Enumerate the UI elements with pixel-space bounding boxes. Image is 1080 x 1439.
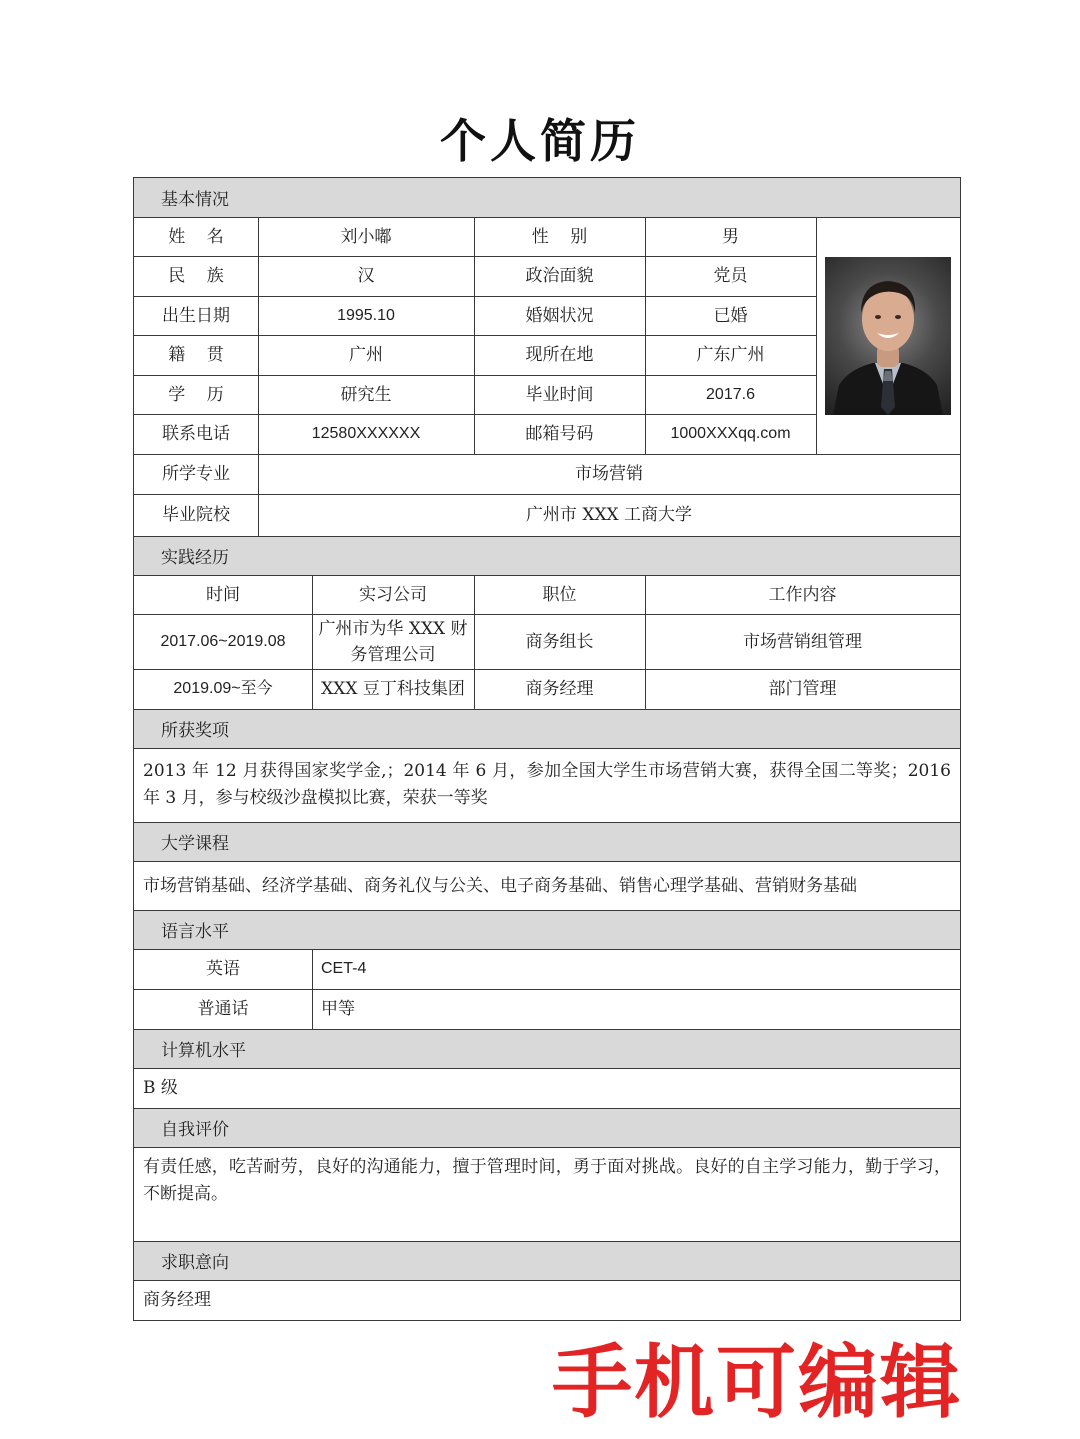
editable-stamp: 手机可编辑	[552, 1336, 962, 1429]
label-major: 所学专业	[162, 464, 230, 484]
label-native: 籍 贯	[168, 345, 224, 365]
value-email: 1000XXXqq.com	[670, 425, 791, 442]
value-education: 研究生	[340, 384, 392, 405]
language-row-2-label: 普通话	[197, 999, 249, 1019]
practice-row-1-time: 2017.06~2019.08	[160, 632, 286, 650]
section-intent: 求职意向	[134, 1241, 960, 1280]
practice-row-1-company: 广州市为华 XXX 财务管理公司	[318, 618, 468, 665]
language-row-1-value: CET-4	[321, 960, 367, 977]
practice-row-2-content: 部门管理	[768, 679, 837, 699]
practice-row-2-position: 商务经理	[525, 679, 594, 699]
label-marital: 婚姻状况	[525, 305, 594, 326]
person-portrait-icon	[825, 257, 951, 415]
practice-header-content: 工作内容	[768, 584, 837, 605]
value-name: 刘小嘟	[340, 226, 392, 247]
computer-text: B 级	[143, 1078, 178, 1098]
label-education: 学 历	[168, 384, 224, 405]
section-computer: 计算机水平	[134, 1029, 960, 1068]
language-row-2-value: 甲等	[321, 999, 355, 1019]
label-phone: 联系电话	[162, 424, 230, 444]
section-language: 语言水平	[134, 910, 960, 949]
section-awards: 所获奖项	[134, 709, 960, 748]
label-grad-time: 毕业时间	[525, 384, 594, 405]
value-location: 广东广州	[696, 345, 765, 365]
practice-row-1-content: 市场营销组管理	[743, 631, 862, 652]
profile-photo	[825, 257, 951, 415]
page-title: 个人简历	[440, 114, 640, 168]
awards-text: 2013 年 12 月获得国家奖学金,；2014 年 6 月，参加全国大学生市场营销大赛，获得全国二等奖；2016 年 3 月，参与校级沙盘模拟比赛，荣获一等奖	[143, 761, 951, 808]
intent-text: 商务经理	[143, 1290, 211, 1310]
value-major: 市场营销	[575, 464, 643, 484]
section-self-eval: 自我评价	[134, 1108, 960, 1147]
courses-text: 市场营销基础、经济学基础、商务礼仪与公关、电子商务基础、销售心理学基础、营销财务基础	[143, 875, 857, 896]
language-row-1-label: 英语	[206, 959, 240, 979]
value-politics: 党员	[713, 266, 748, 286]
label-school: 毕业院校	[162, 505, 230, 525]
practice-header-position: 职位	[542, 584, 577, 605]
section-basic: 基本情况	[134, 178, 960, 217]
label-birth: 出生日期	[162, 305, 230, 326]
label-ethnic: 民 族	[168, 266, 224, 286]
practice-row-1-position: 商务组长	[525, 631, 594, 652]
practice-header-company: 实习公司	[359, 584, 427, 605]
label-name: 姓 名	[168, 226, 224, 247]
label-politics: 政治面貌	[525, 266, 594, 286]
label-email: 邮箱号码	[525, 424, 594, 444]
value-gender: 男	[722, 226, 739, 247]
practice-row-2-time: 2019.09~至今	[173, 680, 273, 697]
value-marital: 已婚	[713, 305, 748, 326]
value-phone: 12580XXXXXX	[311, 425, 421, 442]
practice-row-2-company: XXX 豆丁科技集团	[321, 679, 465, 699]
value-school: 广州市 XXX 工商大学	[525, 505, 693, 525]
value-grad-time: 2017.6	[706, 385, 755, 403]
practice-header-time: 时间	[206, 584, 240, 605]
label-location: 现所在地	[525, 345, 594, 365]
self-eval-text: 有责任感，吃苦耐劳，良好的沟通能力，擅于管理时间，勇于面对挑战。良好的自主学习能力，勤于学习，不断提高。	[143, 1157, 951, 1204]
value-ethnic: 汉	[357, 266, 375, 286]
label-gender: 性 别	[531, 226, 588, 247]
section-practice: 实践经历	[134, 536, 960, 575]
value-native: 广州	[349, 345, 383, 365]
value-birth: 1995.10	[337, 306, 395, 324]
section-courses: 大学课程	[134, 822, 960, 861]
